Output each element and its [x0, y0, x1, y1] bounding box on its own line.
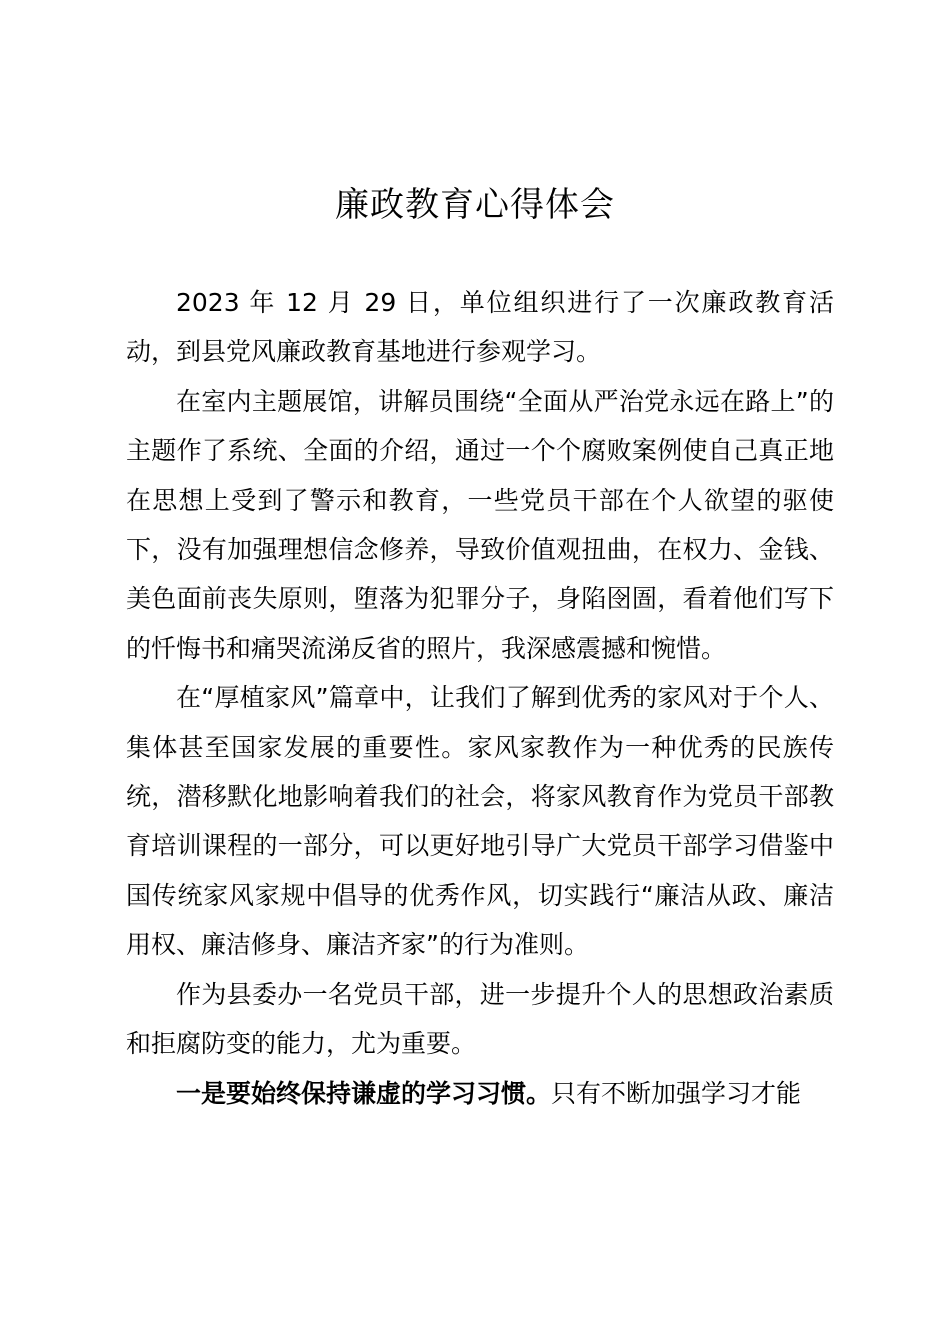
paragraph-1: 2023 年 12 月 29 日，单位组织进行了一次廉政教育活动，到县党风廉政教育基地进行参观学习。: [126, 288, 834, 367]
paragraph-5: [126, 1069, 834, 1118]
paragraph-3: 在“厚植家风”篇章中，让我们了解到优秀的家风对于个人、集体甚至国家发展的重要性。家风家教作为一种优秀的民族传统，潜移默化地影响着我们的社会，将家风教育作为党员干部教育培训课程的一部分，可以更好地引导广大党员干部学习借鉴中国传统家风家规中倡导的优秀作风，切实践行“廉洁从政、廉洁用权、廉洁修身、廉洁齐家”的行为准则。: [126, 683, 834, 960]
paragraph-5-lead: 一是要始终保持谦虚的学习习惯。: [176, 1078, 552, 1108]
document-body: [126, 278, 834, 1118]
paragraph-4: 作为县委办一名党员干部，进一步提升个人的思想政治素质和拒腐防变的能力，尤为重要。: [126, 979, 834, 1059]
document-title: 廉政教育心得体会: [335, 185, 615, 225]
paragraph-2: 在室内主题展馆，讲解员围绕“全面从严治党永远在路上”的主题作了系统、全面的介绍，通过一个个腐败案例使自己真正地在思想上受到了警示和教育，一些党员干部在个人欲望的驱使下，没有加强理想信念修养，导致价值观扭曲，在权力、金钱、美色面前丧失原则，堕落为犯罪分子，身陷囹圄，看着他们写下的忏悔书和痛哭流涕反省的照片，我深感震撼和惋惜。: [126, 386, 834, 663]
paragraph-5-text: 只有不断加强学习才能: [551, 1078, 802, 1108]
